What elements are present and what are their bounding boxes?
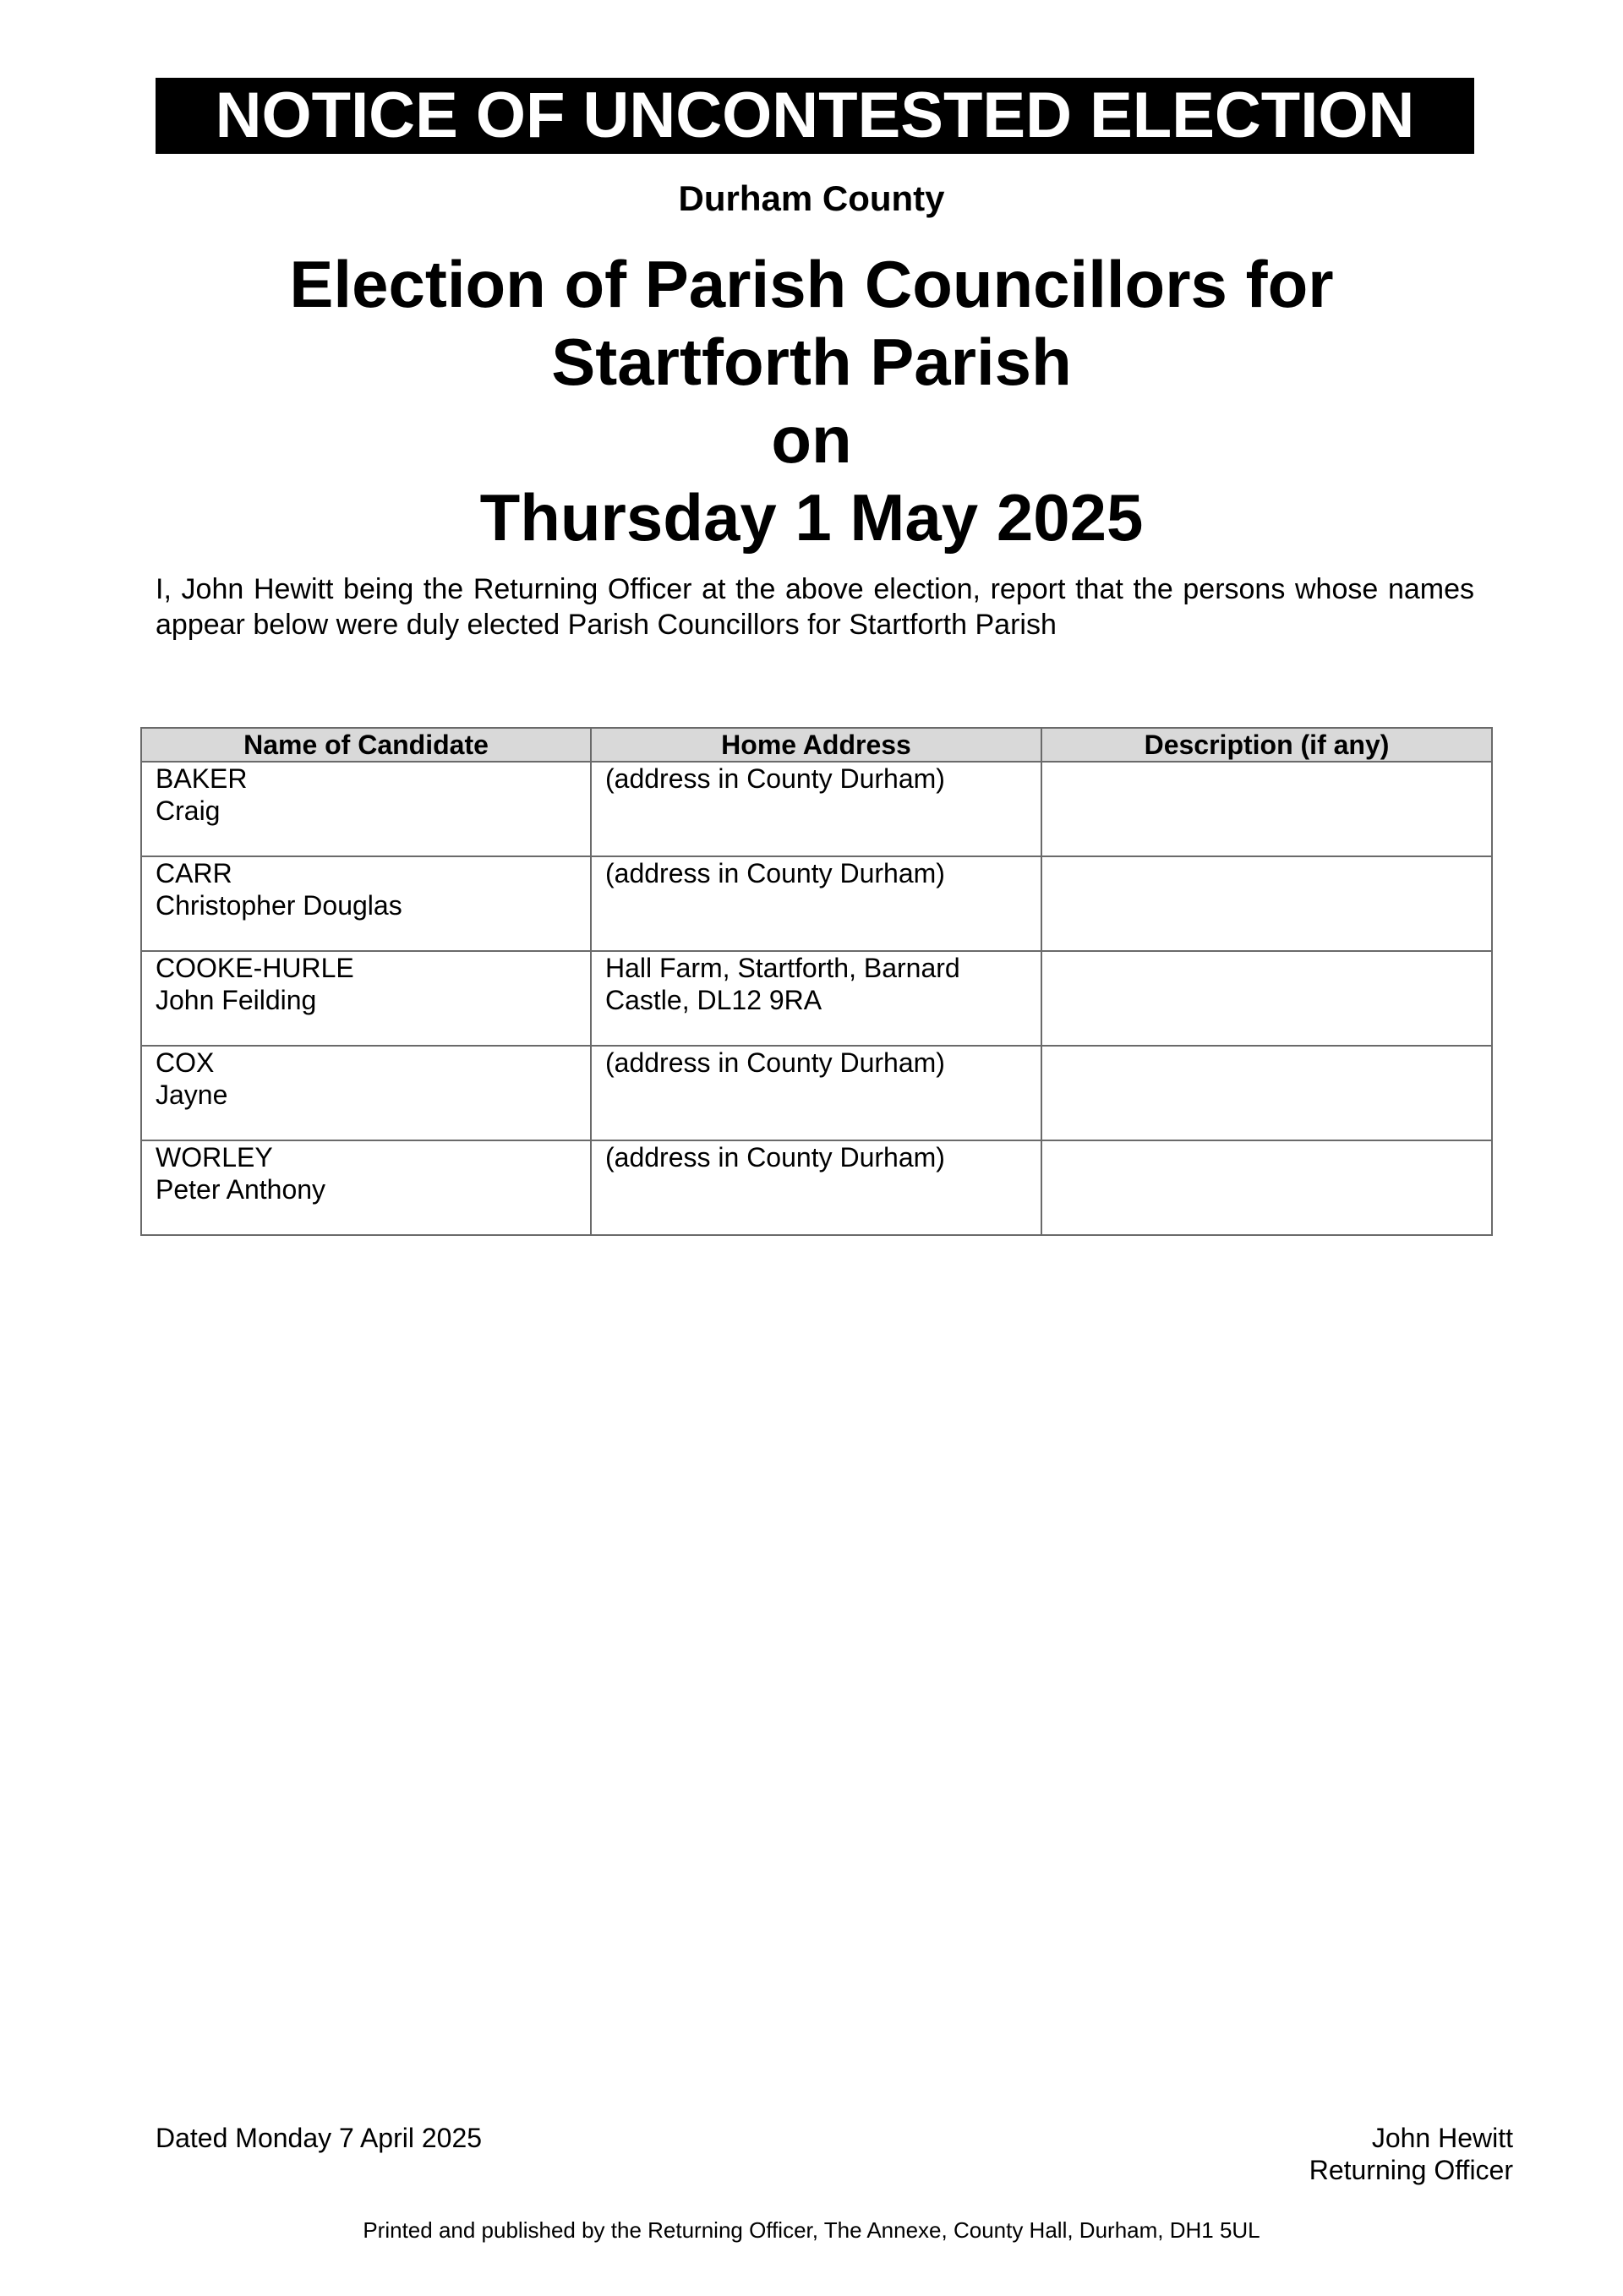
candidate-address-cell <box>591 1046 1041 1140</box>
candidate-address-cell <box>591 951 1041 1046</box>
candidate-name-cell <box>141 951 591 1046</box>
candidate-address-cell <box>591 856 1041 951</box>
candidate-forenames: Christopher Douglas <box>156 890 402 921</box>
candidate-description-cell <box>1041 762 1492 856</box>
header-home-address: Home Address <box>591 728 1041 762</box>
candidate-name-cell <box>141 1140 591 1235</box>
candidate-address-cell <box>591 1140 1041 1235</box>
title-line: on <box>771 402 852 477</box>
header-name-of-candidate: Name of Candidate <box>141 728 591 762</box>
candidate-name-cell <box>141 762 591 856</box>
returning-officer-signoff <box>1309 2122 1513 2186</box>
table-row <box>141 762 1492 856</box>
candidates-table <box>140 727 1493 1236</box>
imprint-line: Printed and published by the Returning Officer, The Annexe, County Hall, Durham, DH1 5UL <box>363 2217 1260 2243</box>
table-header-row <box>141 728 1492 762</box>
table-row <box>141 1046 1492 1140</box>
title-line: Startforth Parish <box>551 325 1072 399</box>
county-name: Durham County <box>678 178 945 218</box>
dated-line: Dated Monday 7 April 2025 <box>156 2123 483 2153</box>
candidate-forenames: Jayne <box>156 1080 228 1110</box>
table-row <box>141 856 1492 951</box>
address-line: (address in County Durham) <box>605 1142 945 1173</box>
table-row <box>141 951 1492 1046</box>
candidate-name-cell <box>141 1046 591 1140</box>
candidate-forenames: Craig <box>156 795 221 826</box>
candidate-name-cell <box>141 856 591 951</box>
candidate-description-cell <box>1041 951 1492 1046</box>
candidate-surname: WORLEY <box>156 1142 273 1173</box>
address-line: (address in County Durham) <box>605 763 945 794</box>
candidate-description-cell <box>1041 856 1492 951</box>
candidate-address-cell <box>591 762 1041 856</box>
candidate-surname: COX <box>156 1047 215 1078</box>
address-line: (address in County Durham) <box>605 1047 945 1078</box>
candidate-forenames: John Feilding <box>156 985 317 1015</box>
candidate-surname: COOKE-HURLE <box>156 953 354 983</box>
address-line: Hall Farm, Startforth, Barnard <box>605 953 960 983</box>
title-line: Thursday 1 May 2025 <box>479 480 1144 555</box>
officer-name: John Hewitt <box>1371 2123 1513 2153</box>
candidate-forenames: Peter Anthony <box>156 1174 326 1205</box>
candidate-description-cell <box>1041 1046 1492 1140</box>
address-line: Castle, DL12 9RA <box>605 985 822 1015</box>
election-title <box>0 245 1623 556</box>
address-line: (address in County Durham) <box>605 858 945 888</box>
title-line: Election of Parish Councillors for <box>289 247 1334 321</box>
candidate-surname: CARR <box>156 858 232 888</box>
candidate-surname: BAKER <box>156 763 248 794</box>
notice-banner: NOTICE OF UNCONTESTED ELECTION <box>156 78 1474 154</box>
intro-statement: I, John Hewitt being the Returning Officer at the above election, report that the persons whose names appear below were duly elected Parish Councillors for Startforth Parish <box>156 573 1474 641</box>
officer-role: Returning Officer <box>1309 2155 1513 2185</box>
header-description: Description (if any) <box>1041 728 1492 762</box>
candidate-description-cell <box>1041 1140 1492 1235</box>
table-row <box>141 1140 1492 1235</box>
